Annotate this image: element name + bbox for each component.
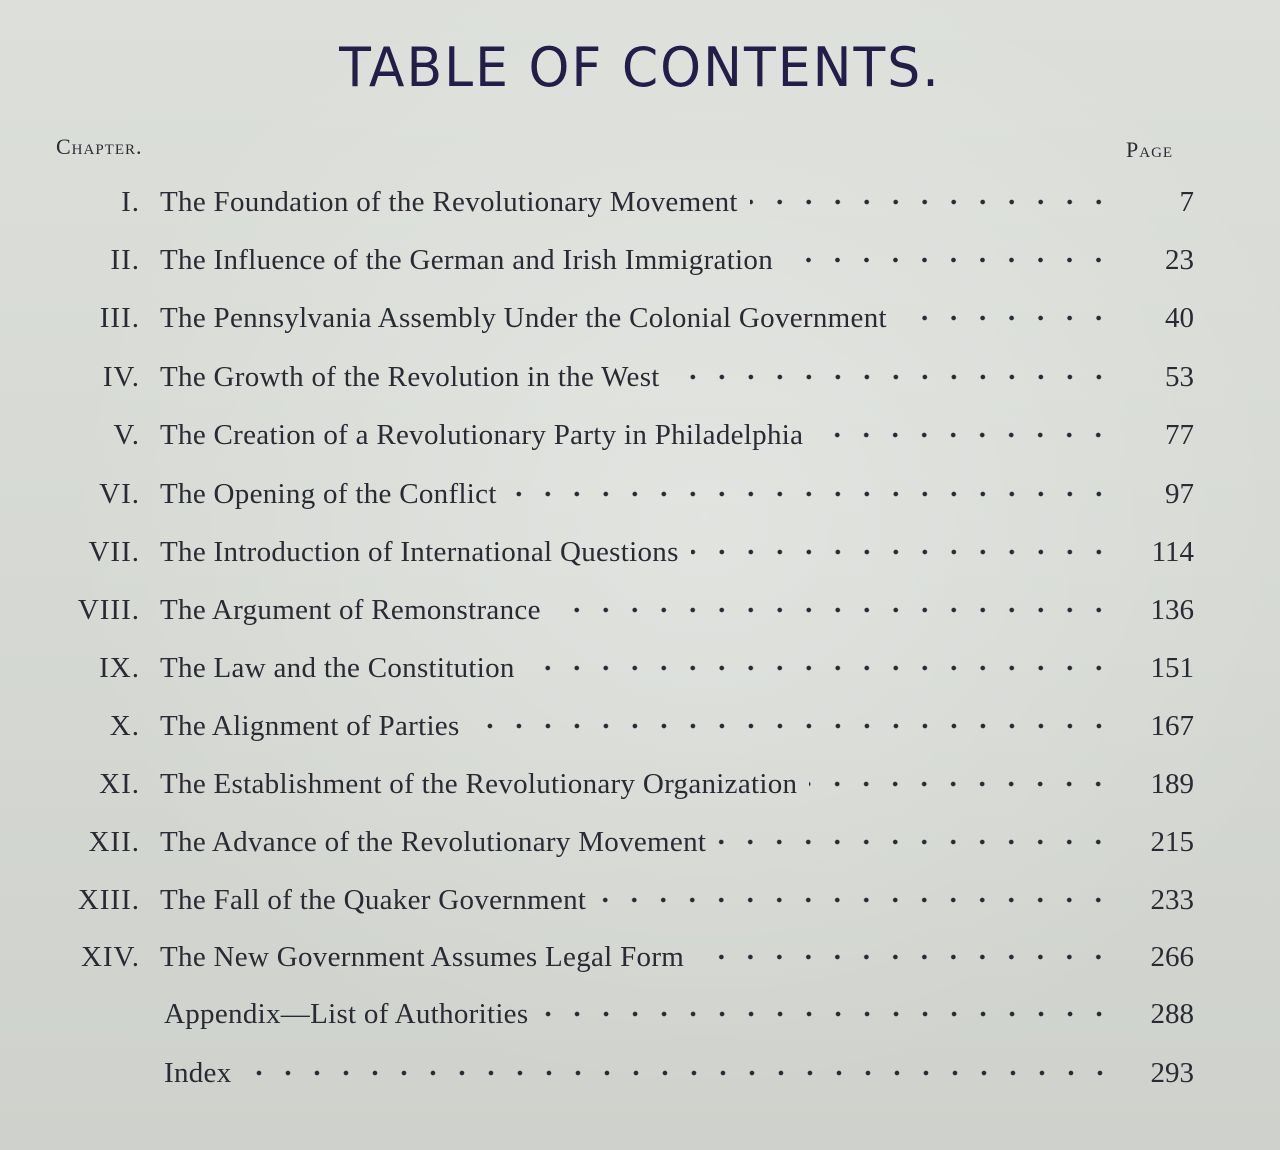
toc-entry	[0, 532, 1280, 572]
chapter-title: The Introduction of International Questions	[160, 536, 679, 568]
chapter-numeral: V.	[113, 419, 140, 451]
chapter-title: The Opening of the Conflict	[160, 478, 497, 510]
dot-leader	[718, 822, 1113, 862]
chapter-title: The Alignment of Parties	[160, 710, 460, 742]
page-number: 97	[1165, 478, 1194, 510]
page-number: 233	[1150, 884, 1194, 916]
dot-leader	[598, 880, 1113, 920]
chapter-title: The Establishment of the Revolutionary Organization	[160, 768, 798, 800]
chapter-numeral: XI.	[99, 768, 140, 800]
toc-entry	[0, 937, 1280, 977]
chapter-numeral: II.	[110, 244, 140, 276]
chapter-title: The Pennsylvania Assembly Under the Colonial Government	[160, 302, 887, 334]
toc-entry	[0, 182, 1280, 222]
toc-entry	[0, 764, 1280, 804]
toc-entry	[0, 590, 1280, 630]
dot-leader	[899, 298, 1113, 338]
chapter-numeral: VIII.	[77, 594, 140, 626]
chapter-numeral: XIV.	[80, 941, 140, 973]
page-number: 215	[1150, 826, 1194, 858]
toc-entry-appendix	[0, 994, 1280, 1034]
chapter-numeral: X.	[109, 710, 140, 742]
index-title: Index	[164, 1057, 232, 1089]
page-number: 40	[1165, 302, 1194, 334]
chapter-title: The New Government Assumes Legal Form	[160, 941, 685, 973]
page-number: 288	[1150, 998, 1194, 1030]
page-number: 7	[1179, 186, 1194, 218]
chapter-numeral: IX.	[99, 652, 140, 684]
toc-entry	[0, 415, 1280, 455]
page-number: 77	[1165, 419, 1194, 451]
chapter-numeral: VII.	[88, 536, 140, 568]
page-number: 167	[1150, 710, 1194, 742]
chapter-numeral: XII.	[88, 826, 140, 858]
dot-leader	[244, 1053, 1114, 1093]
toc-entry	[0, 474, 1280, 514]
dot-leader	[509, 474, 1113, 514]
toc-entry	[0, 706, 1280, 746]
chapter-numeral: I.	[121, 186, 140, 218]
dot-leader	[785, 240, 1113, 280]
toc-entry	[0, 822, 1280, 862]
toc-entry	[0, 240, 1280, 280]
dot-leader	[527, 648, 1113, 688]
dot-leader	[672, 357, 1113, 397]
toc-entry	[0, 357, 1280, 397]
toc-entry	[0, 880, 1280, 920]
chapter-numeral: IV.	[102, 361, 140, 393]
chapter-title: The Influence of the German and Irish Immigration	[160, 244, 774, 276]
chapter-numeral: XIII.	[77, 884, 140, 916]
appendix-title: Appendix—List of Authorities	[164, 998, 529, 1030]
dot-leader	[472, 706, 1113, 746]
page-number: 53	[1165, 361, 1194, 393]
toc-entry-index	[0, 1053, 1280, 1093]
chapter-title: The Advance of the Revolutionary Movement	[160, 826, 707, 858]
chapter-title: The Growth of the Revolution in the West	[160, 361, 660, 393]
chapter-column-heading: Chapter.	[56, 134, 143, 159]
page-number: 151	[1150, 652, 1194, 684]
page-title: TABLE OF CONTENTS.	[339, 36, 941, 100]
dot-leader	[696, 937, 1113, 977]
page-column-heading: Page	[1126, 137, 1174, 162]
chapter-numeral: III.	[99, 302, 140, 334]
page-number: 136	[1150, 594, 1194, 626]
page-number: 293	[1150, 1057, 1194, 1089]
chapter-title: The Creation of a Revolutionary Party in Philadelphia	[160, 419, 804, 451]
chapter-title: The Argument of Remonstrance	[160, 594, 541, 626]
page-number: 23	[1165, 244, 1194, 276]
dot-leader	[809, 764, 1113, 804]
page-number: 266	[1150, 941, 1194, 973]
chapter-numeral: VI.	[99, 478, 140, 510]
chapter-title: The Law and the Constitution	[160, 652, 515, 684]
chapter-title: The Foundation of the Revolutionary Movement	[160, 186, 738, 218]
toc-entry	[0, 648, 1280, 688]
page-number: 114	[1151, 536, 1194, 568]
dot-leader	[815, 415, 1113, 455]
dot-leader	[540, 994, 1114, 1034]
toc-entry	[0, 298, 1280, 338]
chapter-title: The Fall of the Quaker Government	[160, 884, 587, 916]
dot-leader	[553, 590, 1113, 630]
dot-leader	[691, 532, 1113, 572]
dot-leader	[750, 182, 1113, 222]
page-number: 189	[1150, 768, 1194, 800]
